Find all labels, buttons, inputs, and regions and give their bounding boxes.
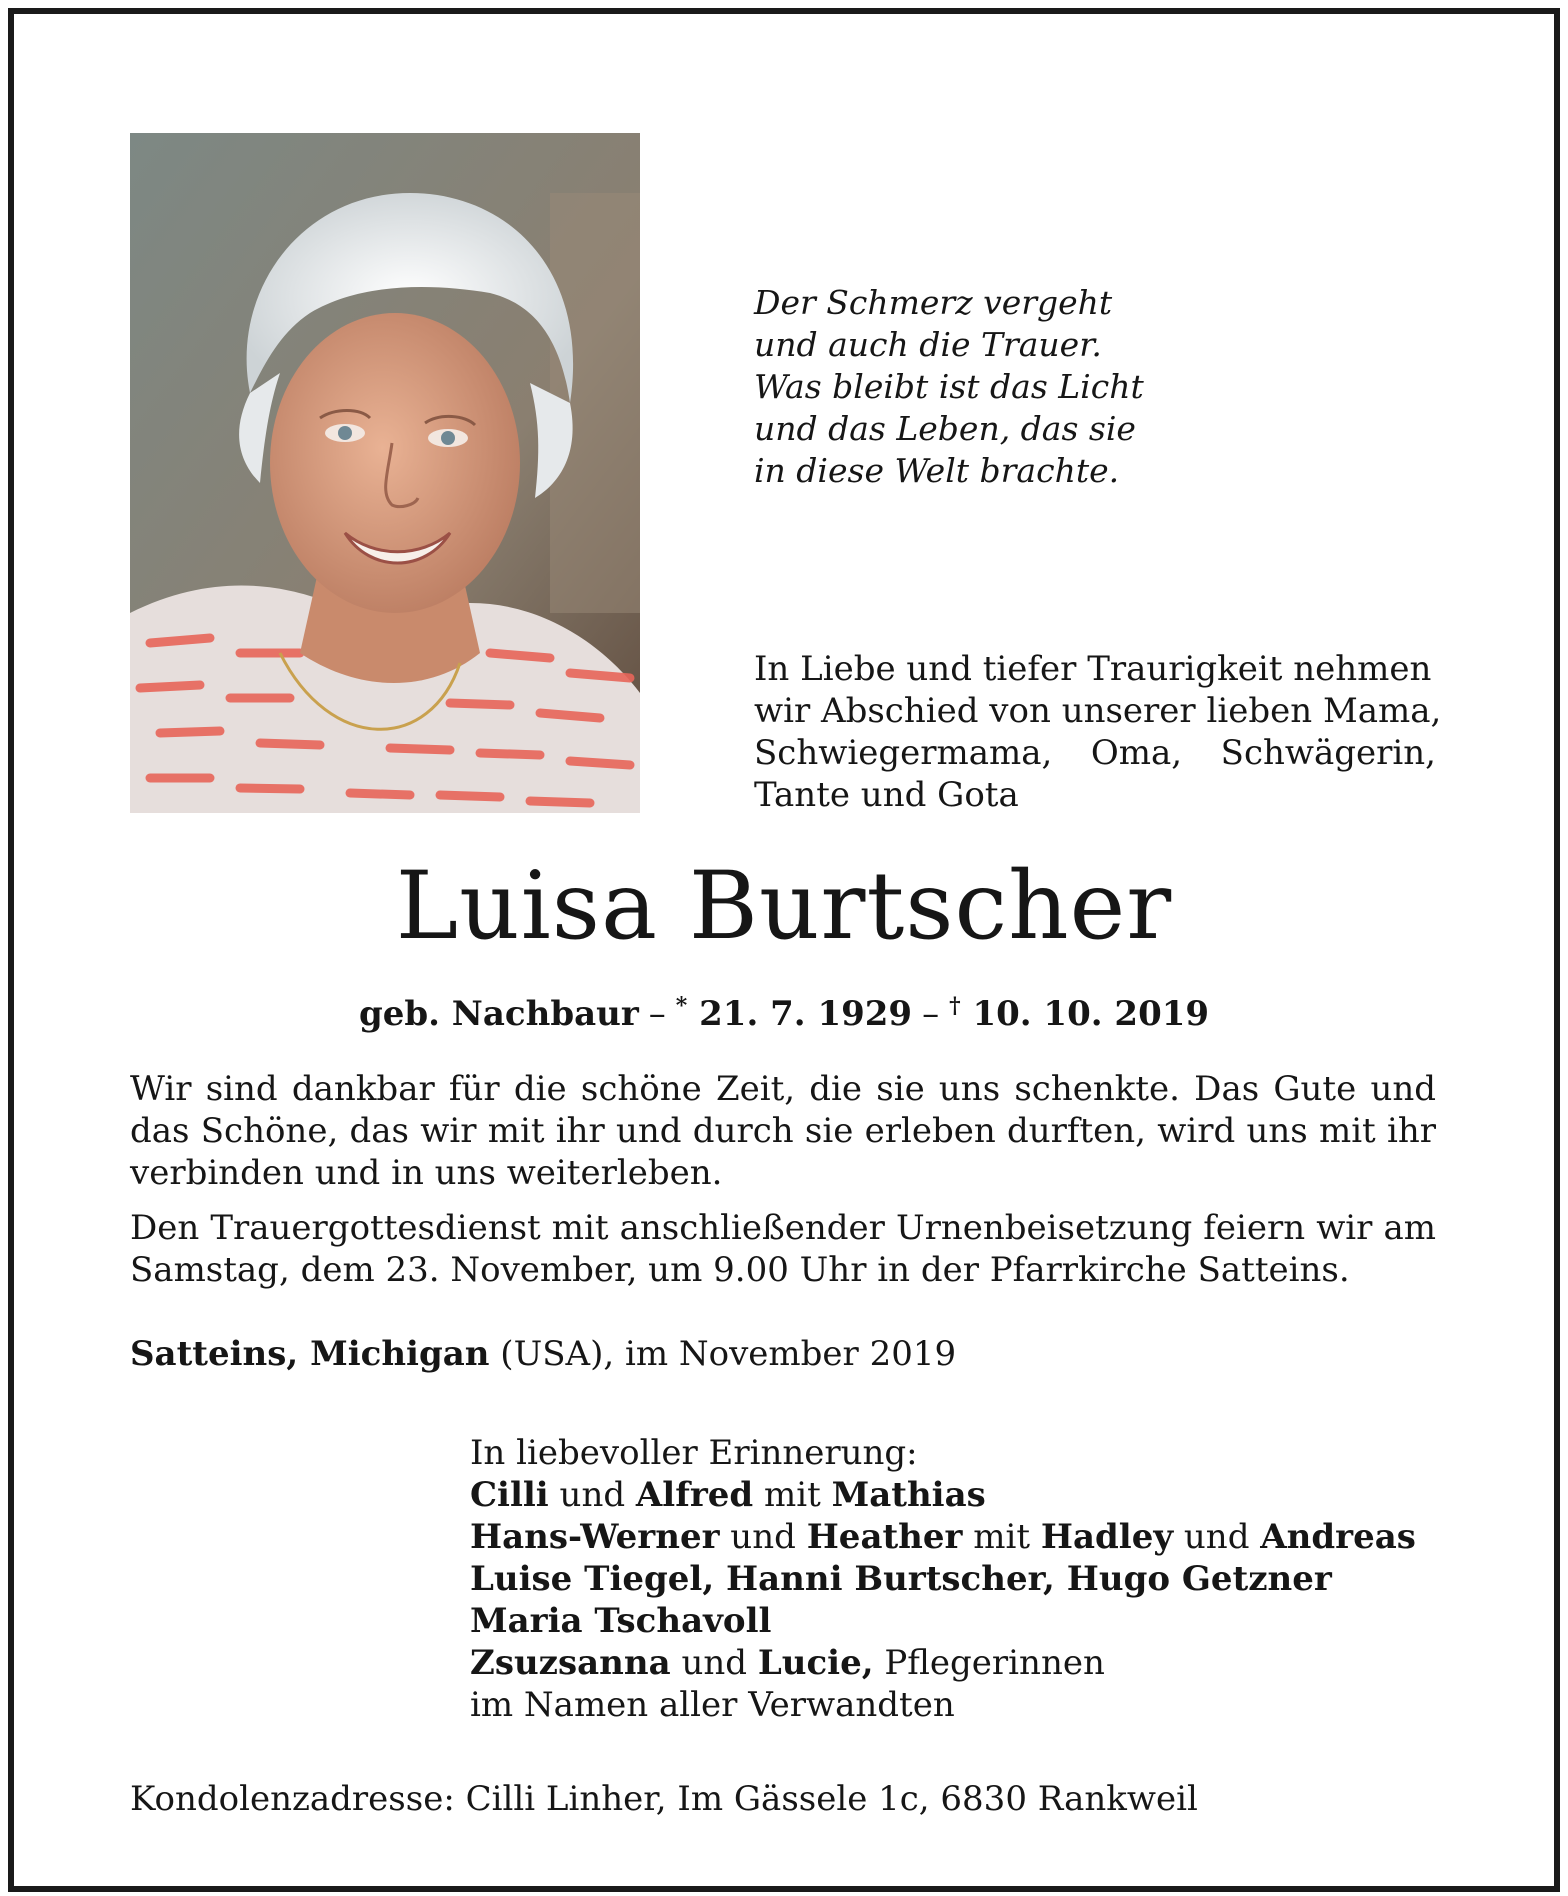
relation-word: Oma, <box>1090 733 1183 773</box>
separator: – <box>922 994 940 1034</box>
place-date-line <box>130 1333 956 1375</box>
relation-word: Schwägerin, <box>1220 733 1436 773</box>
mourners-row <box>470 1558 1416 1600</box>
connector: und <box>670 1643 758 1683</box>
mourner-name: Andreas <box>1260 1517 1416 1557</box>
quote-line: in diese Welt brachte. <box>754 451 1120 490</box>
connector: und <box>1173 1517 1261 1557</box>
mourners-closing: im Namen aller Verwandten <box>470 1685 955 1725</box>
mourners-row <box>470 1600 1416 1642</box>
farewell-intro <box>754 648 1442 816</box>
connector: und <box>548 1475 636 1515</box>
mourner-name: Hadley <box>1040 1517 1174 1557</box>
mourner-name: Lucie, <box>757 1643 874 1683</box>
gratitude-paragraph: Wir sind dankbar für die schöne Zeit, die sie uns schenkte. Das Gute und das Schöne, das wir mit ihr und durch sie erleben durften, wird uns mit ihr verbinden und in uns weiterleben. <box>130 1069 1436 1193</box>
birth-symbol: * <box>675 993 688 1019</box>
death-date: 10. 10. 2019 <box>972 994 1210 1034</box>
relation-word: Schwiegermama, <box>754 733 1053 773</box>
mourner-name: Alfred <box>635 1475 754 1515</box>
mourner-name: Maria Tschavoll <box>470 1601 772 1641</box>
life-dates <box>0 985 1568 1035</box>
mourner-name: Hans-Werner <box>470 1517 720 1557</box>
intro-line: wir Abschied von unserer lieben Mama, <box>754 691 1442 731</box>
mourners-list <box>470 1432 1416 1726</box>
mourners-row <box>470 1516 1416 1558</box>
deceased-name: Luisa Burtscher <box>395 852 1173 961</box>
mourners-heading: In liebevoller Erinnerung: <box>470 1433 918 1473</box>
portrait-illustration <box>130 133 640 813</box>
mourner-name: Heather <box>806 1517 963 1557</box>
connector: mit <box>753 1475 832 1515</box>
connector: mit <box>962 1517 1041 1557</box>
mourner-name: Mathias <box>831 1475 986 1515</box>
birth-date: 21. 7. 1929 <box>699 994 913 1034</box>
quote-line: und das Leben, das sie <box>754 409 1136 448</box>
intro-line: In Liebe und tiefer Traurigkeit nehmen <box>754 649 1432 689</box>
mourner-name: Luise Tiegel, Hanni Burtscher, Hugo Getzner <box>470 1559 1332 1599</box>
separator: – <box>648 994 666 1034</box>
service-paragraph: Den Trauergottesdienst mit anschließender Urnenbeisetzung feiern wir am Samstag, dem 23. November, um 9.00 Uhr in der Pfarrkirche Satteins. <box>130 1208 1436 1290</box>
memorial-quote <box>754 282 1274 492</box>
quote-line: und auch die Trauer. <box>754 325 1102 364</box>
portrait-photo <box>130 133 640 813</box>
quote-line: Was bleibt ist das Licht <box>754 367 1144 406</box>
intro-line: Tante und Gota <box>754 775 1019 815</box>
maiden-name: geb. Nachbaur <box>358 994 639 1034</box>
quote-line: Der Schmerz vergeht <box>754 283 1113 322</box>
condolence-address: Kondolenzadresse: Cilli Linher, Im Gässele 1c, 6830 Rankweil <box>130 1779 1198 1819</box>
mourners-row <box>470 1642 1416 1684</box>
death-symbol: † <box>949 993 961 1019</box>
connector: und <box>719 1517 807 1557</box>
mourner-name: Zsuzsanna <box>470 1643 671 1683</box>
intro-line-relations <box>754 732 1436 774</box>
place-rest: (USA), im November 2019 <box>489 1334 957 1374</box>
caregiver-role: Pflegerinnen <box>873 1643 1105 1683</box>
mourners-row <box>470 1474 1416 1516</box>
mourner-name: Cilli <box>470 1475 549 1515</box>
place-name: Satteins, Michigan <box>130 1334 490 1374</box>
